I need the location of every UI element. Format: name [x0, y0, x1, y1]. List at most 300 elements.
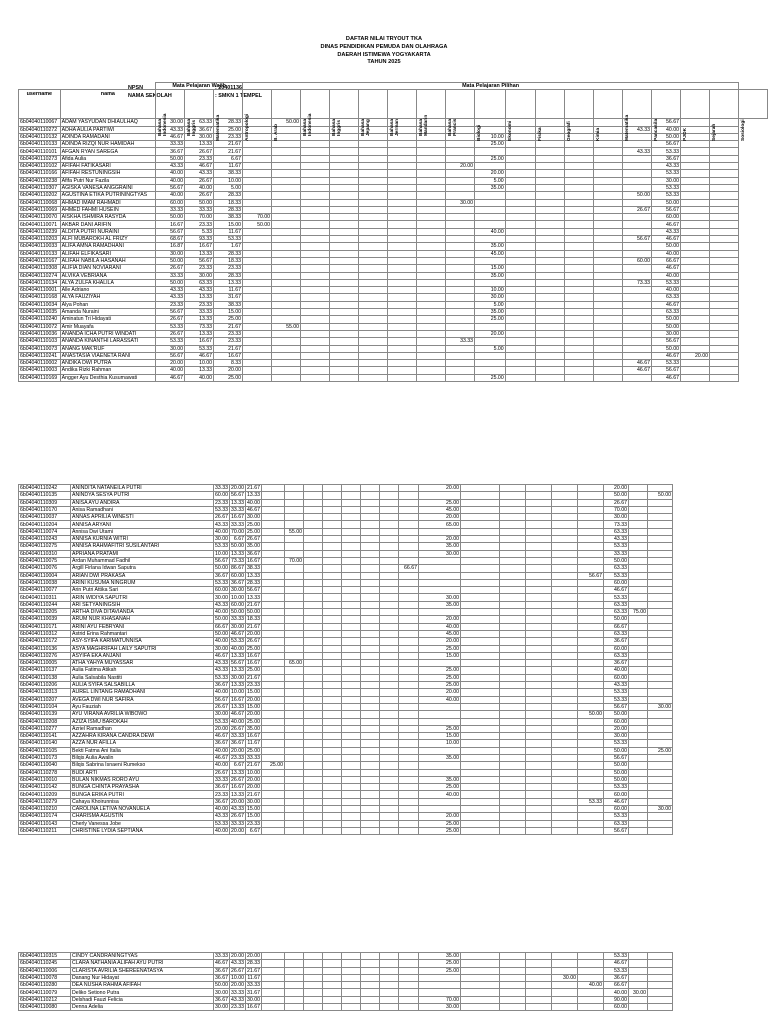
table-row: [19, 982, 673, 989]
table-row: [19, 148, 768, 155]
score-cell: 46.67: [215, 960, 228, 967]
score-cell: 21.67: [214, 148, 243, 155]
score-cell: [388, 330, 417, 337]
score-cell: [262, 696, 285, 703]
score-cell: [629, 740, 648, 747]
npsn-value: : 20401136: [215, 85, 242, 91]
score-cell: [359, 309, 388, 316]
score-cell: [578, 953, 604, 960]
score-cell: 46.67: [156, 133, 185, 140]
score-cell: [399, 638, 419, 645]
username-cell: 6b04040110273: [19, 155, 61, 162]
score-cell: 23.33: [214, 265, 243, 272]
score-cell: [361, 674, 380, 681]
score-cell: [262, 660, 285, 667]
score-cell: [578, 492, 604, 499]
score-cell: [304, 725, 323, 732]
score-cell: [380, 601, 399, 608]
score-cell: 21.67: [247, 601, 260, 608]
table-row: [19, 974, 673, 981]
score-cell: [399, 747, 419, 754]
score-cell: 20.00: [215, 725, 228, 732]
score-cell: [622, 294, 651, 301]
score-cell: [500, 967, 526, 974]
score-cell: [361, 601, 380, 608]
score-cell: [535, 141, 564, 148]
score-cell: 43.33: [156, 126, 185, 133]
score-cell: [461, 703, 500, 710]
score-cell: 40.00: [247, 499, 260, 506]
score-cell: [361, 514, 380, 521]
score-cell: [564, 301, 593, 308]
score-cell: 33.33: [231, 820, 244, 827]
score-cell: [709, 367, 738, 374]
score-cell: [500, 747, 526, 754]
score-cell: 13.33: [185, 141, 214, 148]
score-cell: [552, 557, 578, 564]
score-cell: [285, 499, 304, 506]
score-cell: [500, 652, 526, 659]
score-cell: [552, 536, 578, 543]
score-cell: [593, 301, 622, 308]
score-cell: [399, 543, 419, 550]
score-cell: 46.67: [215, 733, 228, 740]
score-cell: [709, 163, 738, 170]
score-cell: 53.33: [215, 506, 228, 513]
score-cell: 25.00: [214, 126, 243, 133]
score-cell: [500, 696, 526, 703]
score-cell: [323, 623, 342, 630]
score-cell: [648, 616, 673, 623]
score-cell: [461, 725, 500, 732]
score-cell: [361, 550, 380, 557]
score-cell: [709, 192, 738, 199]
score-cell: [388, 228, 417, 235]
score-cell: 38.33: [214, 170, 243, 177]
score-cell: [629, 820, 648, 827]
nama-cell: ARINI KUSUMA NINGRUM: [71, 579, 214, 586]
score-cell: [301, 338, 330, 345]
score-cell: [629, 725, 648, 732]
score-cell: [388, 214, 417, 221]
score-cell: [446, 287, 475, 294]
score-cell: [342, 798, 361, 805]
score-cell: [301, 330, 330, 337]
score-cell: [323, 630, 342, 637]
score-cell: [243, 301, 272, 308]
score-cell: [526, 572, 552, 579]
score-cell: [388, 163, 417, 170]
score-cell: [304, 492, 323, 499]
score-cell: 26.67: [156, 265, 185, 272]
score-cell: [461, 579, 500, 586]
subject-header: [535, 90, 564, 142]
score-cell: [629, 674, 648, 681]
score-cell: [648, 982, 673, 989]
score-cell: [578, 536, 604, 543]
score-cell: [304, 667, 323, 674]
score-cell: [552, 521, 578, 528]
score-cell: 33.33: [247, 755, 260, 762]
score-cell: 53.33: [651, 148, 680, 155]
score-cell: [578, 528, 604, 535]
score-cell: 25.00: [648, 747, 673, 754]
score-cell: [552, 827, 578, 834]
score-cell: [399, 827, 419, 834]
score-cell: 50.00: [651, 199, 680, 206]
score-cell: [578, 652, 604, 659]
username-cell: 6b04040110067: [19, 119, 61, 126]
score-cell: [461, 827, 500, 834]
score-cell: [578, 769, 604, 776]
score-cell: [461, 1004, 500, 1011]
score-cell: [361, 820, 380, 827]
score-cell: [461, 953, 500, 960]
score-cell: [361, 609, 380, 616]
score-cell: [709, 155, 738, 162]
score-cell: [461, 769, 500, 776]
score-cell: [552, 967, 578, 974]
score-cell: [648, 827, 673, 834]
score-cell: 30.00: [604, 514, 629, 521]
score-cell: [526, 499, 552, 506]
score-cell: [359, 214, 388, 221]
nama-cell: BUDI ARTI: [71, 769, 214, 776]
score-cell: [399, 762, 419, 769]
score-cell: [709, 236, 738, 243]
score-cell: [622, 330, 651, 337]
score-cell: [330, 243, 359, 250]
score-cell: [461, 674, 500, 681]
score-cell: [535, 265, 564, 272]
score-cell: 40.00: [215, 528, 228, 535]
score-cell: 20.00: [604, 485, 629, 492]
score-cell: 30.00: [231, 623, 244, 630]
score-cell: [526, 594, 552, 601]
score-cell: [461, 536, 500, 543]
score-cell: [505, 148, 535, 155]
header-subject-row: [19, 90, 768, 119]
score-cell: [243, 316, 272, 323]
nama-cell: Astrid Erina Rahmantari: [71, 630, 214, 637]
score-cell: 10.00: [419, 740, 461, 747]
score-cell: [500, 960, 526, 967]
score-cell: [709, 257, 738, 264]
score-cell: [629, 514, 648, 521]
table-row: [19, 250, 768, 257]
score-cell: [304, 762, 323, 769]
score-cell: [330, 316, 359, 323]
score-cell: 28.33: [214, 250, 243, 257]
score-cell: [648, 667, 673, 674]
score-cell: [461, 616, 500, 623]
score-cell: [526, 565, 552, 572]
subject-header-label: Ekonomi: [507, 121, 513, 142]
score-cell: [262, 967, 285, 974]
score-cell: 25.00: [247, 747, 260, 754]
score-cell: 36.67: [231, 579, 244, 586]
score-cell: [361, 798, 380, 805]
nama-cell: CHRISTINE LYDIA SEPTIANA: [71, 827, 214, 834]
nama-cell: ANINDYA SESYA PUTRI: [71, 492, 214, 499]
score-cell: [578, 784, 604, 791]
score-cell: [446, 148, 475, 155]
score-cell: [629, 630, 648, 637]
score-cell: [475, 199, 506, 206]
score-cell: 21.67: [214, 345, 243, 352]
score-cell: [526, 587, 552, 594]
score-cell: 60.00: [215, 587, 228, 594]
subject-header-label: Bahasa Jepang: [361, 119, 372, 137]
score-cell: [709, 374, 738, 381]
score-cell: [380, 623, 399, 630]
score-cell: [342, 703, 361, 710]
score-cell: [323, 506, 342, 513]
score-cell: 60.00: [604, 718, 629, 725]
score-cell: [709, 250, 738, 257]
score-cell: [500, 798, 526, 805]
score-cell: [526, 798, 552, 805]
score-cell: [446, 279, 475, 286]
score-cell: [578, 499, 604, 506]
score-cell: 60.00: [231, 572, 244, 579]
score-cell: [262, 521, 285, 528]
score-cell: [578, 967, 604, 974]
score-cell: [380, 747, 399, 754]
score-cell: [301, 294, 330, 301]
score-cell: [359, 228, 388, 235]
table-row: [19, 953, 673, 960]
score-cell: 53.33: [651, 360, 680, 367]
score-cell: [243, 279, 272, 286]
score-cell: [361, 485, 380, 492]
subject-header: [593, 90, 622, 142]
score-cell: 25.00: [419, 967, 461, 974]
score-cell: [359, 316, 388, 323]
score-cell: [417, 163, 446, 170]
score-cell: [461, 485, 500, 492]
table-row: [19, 725, 673, 732]
score-cell: [461, 784, 500, 791]
score-cell: [593, 184, 622, 191]
score-cell: [342, 674, 361, 681]
score-cell: [552, 623, 578, 630]
score-cell: 63.33: [604, 609, 629, 616]
score-cell: [648, 776, 673, 783]
score-cell: [419, 762, 461, 769]
username-cell: 6b04040110276: [19, 652, 71, 659]
score-cell: [330, 236, 359, 243]
score-cell: [304, 587, 323, 594]
score-cell: [399, 601, 419, 608]
score-cell: [629, 813, 648, 820]
score-cell: [500, 776, 526, 783]
score-cell: 50.00: [156, 155, 185, 162]
score-cell: [417, 352, 446, 359]
score-cell: [361, 740, 380, 747]
score-cell: [552, 711, 578, 718]
score-cell: 30.00: [648, 703, 673, 710]
score-cell: 60.00: [604, 674, 629, 681]
score-cell: [417, 184, 446, 191]
score-cell: 56.67: [156, 309, 185, 316]
score-cell: [285, 485, 304, 492]
score-cell: [399, 769, 419, 776]
score-cell: [709, 228, 738, 235]
score-cell: 70.00: [604, 506, 629, 513]
score-cell: [262, 550, 285, 557]
score-cell: [285, 1004, 304, 1011]
score-cell: [361, 594, 380, 601]
subject-header: [505, 90, 535, 142]
score-cell: 30.00: [604, 733, 629, 740]
score-cell: [262, 630, 285, 637]
nama-cell: AKBAR DANI ARIFIN: [60, 221, 155, 228]
score-cell: [361, 791, 380, 798]
score-cell: [648, 638, 673, 645]
score-cell: 33.33: [231, 989, 244, 996]
score-cell: [680, 272, 709, 279]
score-cell: 43.33: [651, 163, 680, 170]
score-cell: [461, 974, 500, 981]
score-cell: [680, 330, 709, 337]
score-cell: [500, 725, 526, 732]
score-cell: 25.00: [419, 645, 461, 652]
score-cell: [388, 367, 417, 374]
score-cell: 53.33: [651, 170, 680, 177]
score-cell: [285, 733, 304, 740]
score-cell: [272, 228, 301, 235]
score-cell: [648, 609, 673, 616]
score-cell: 50.00: [604, 762, 629, 769]
score-cell: [552, 806, 578, 813]
score-cell: [380, 579, 399, 586]
score-cell: 43.33: [231, 996, 244, 1003]
username-cell: 6b04040110208: [19, 718, 71, 725]
score-cell: [417, 250, 446, 257]
score-cell: [446, 228, 475, 235]
score-cell: [593, 206, 622, 213]
score-cell: [361, 616, 380, 623]
score-cell: [304, 733, 323, 740]
score-cell: [323, 579, 342, 586]
score-cell: [304, 827, 323, 834]
score-cell: 50.00: [215, 565, 228, 572]
score-cell: [500, 813, 526, 820]
score-cell: [535, 279, 564, 286]
score-cell: [417, 228, 446, 235]
score-cell: 36.67: [215, 784, 228, 791]
score-cell: [526, 609, 552, 616]
score-cell: [629, 521, 648, 528]
table-row: [19, 740, 673, 747]
score-cell: 50.00: [648, 492, 673, 499]
username-cell: 6b04040110101: [19, 148, 61, 155]
score-cell: [301, 221, 330, 228]
score-cell: [564, 265, 593, 272]
score-cell: [526, 579, 552, 586]
score-cell: 20.00: [604, 725, 629, 732]
score-cell: [475, 236, 506, 243]
username-cell: 6b04040110105: [19, 747, 71, 754]
score-cell: [301, 352, 330, 359]
score-cell: [380, 974, 399, 981]
score-cell: [361, 630, 380, 637]
score-cell: [342, 974, 361, 981]
score-cell: [361, 813, 380, 820]
score-cell: 30.00: [215, 1004, 228, 1011]
table-row: [19, 967, 673, 974]
score-cell: 20.00: [419, 536, 461, 543]
username-cell: 6b04040110307: [19, 184, 61, 191]
score-cell: [680, 265, 709, 272]
score-cell: [285, 827, 304, 834]
score-cell: 43.33: [215, 601, 228, 608]
score-cell: 25.00: [475, 155, 506, 162]
score-cell: [564, 367, 593, 374]
score-cell: [359, 330, 388, 337]
score-cell: [709, 272, 738, 279]
score-cell: [323, 521, 342, 528]
score-cell: [262, 711, 285, 718]
score-cell: [361, 682, 380, 689]
username-cell: 6b04040110202: [19, 192, 61, 199]
score-cell: [526, 974, 552, 981]
score-cell: [593, 367, 622, 374]
score-cell: 26.67: [247, 536, 260, 543]
score-cell: [304, 784, 323, 791]
score-cell: 46.67: [651, 221, 680, 228]
score-cell: [535, 367, 564, 374]
score-cell: [622, 141, 651, 148]
score-cell: [323, 740, 342, 747]
nama-cell: Afida Aulia: [60, 155, 155, 162]
score-cell: 28.33: [214, 206, 243, 213]
score-cell: [648, 550, 673, 557]
score-cell: [323, 784, 342, 791]
score-cell: [388, 374, 417, 381]
score-cell: [552, 674, 578, 681]
score-cell: [285, 696, 304, 703]
score-cell: [285, 967, 304, 974]
score-cell: [304, 623, 323, 630]
score-cell: [399, 711, 419, 718]
score-cell: [417, 272, 446, 279]
score-cell: 23.33: [231, 1004, 244, 1011]
score-cell: 40.00: [215, 762, 228, 769]
score-cell: [461, 587, 500, 594]
score-cell: [648, 674, 673, 681]
score-cell: [388, 177, 417, 184]
score-cell: [304, 594, 323, 601]
score-cell: [262, 499, 285, 506]
score-cell: [272, 309, 301, 316]
score-cell: [285, 754, 304, 761]
username-cell: 6b04040110274: [19, 272, 61, 279]
score-cell: [361, 960, 380, 967]
title-line: DAFTAR NILAI TRYOUT TKA: [345, 36, 423, 42]
score-cell: [272, 338, 301, 345]
nama-cell: ALIFIA DIAN NOVIARANI: [60, 265, 155, 272]
score-cell: 20.00: [446, 163, 475, 170]
score-cell: [629, 769, 648, 776]
score-cell: [500, 827, 526, 834]
score-cell: [526, 827, 552, 834]
score-cell: [526, 623, 552, 630]
score-cell: [272, 316, 301, 323]
score-cell: [578, 667, 604, 674]
score-cell: [461, 557, 500, 564]
